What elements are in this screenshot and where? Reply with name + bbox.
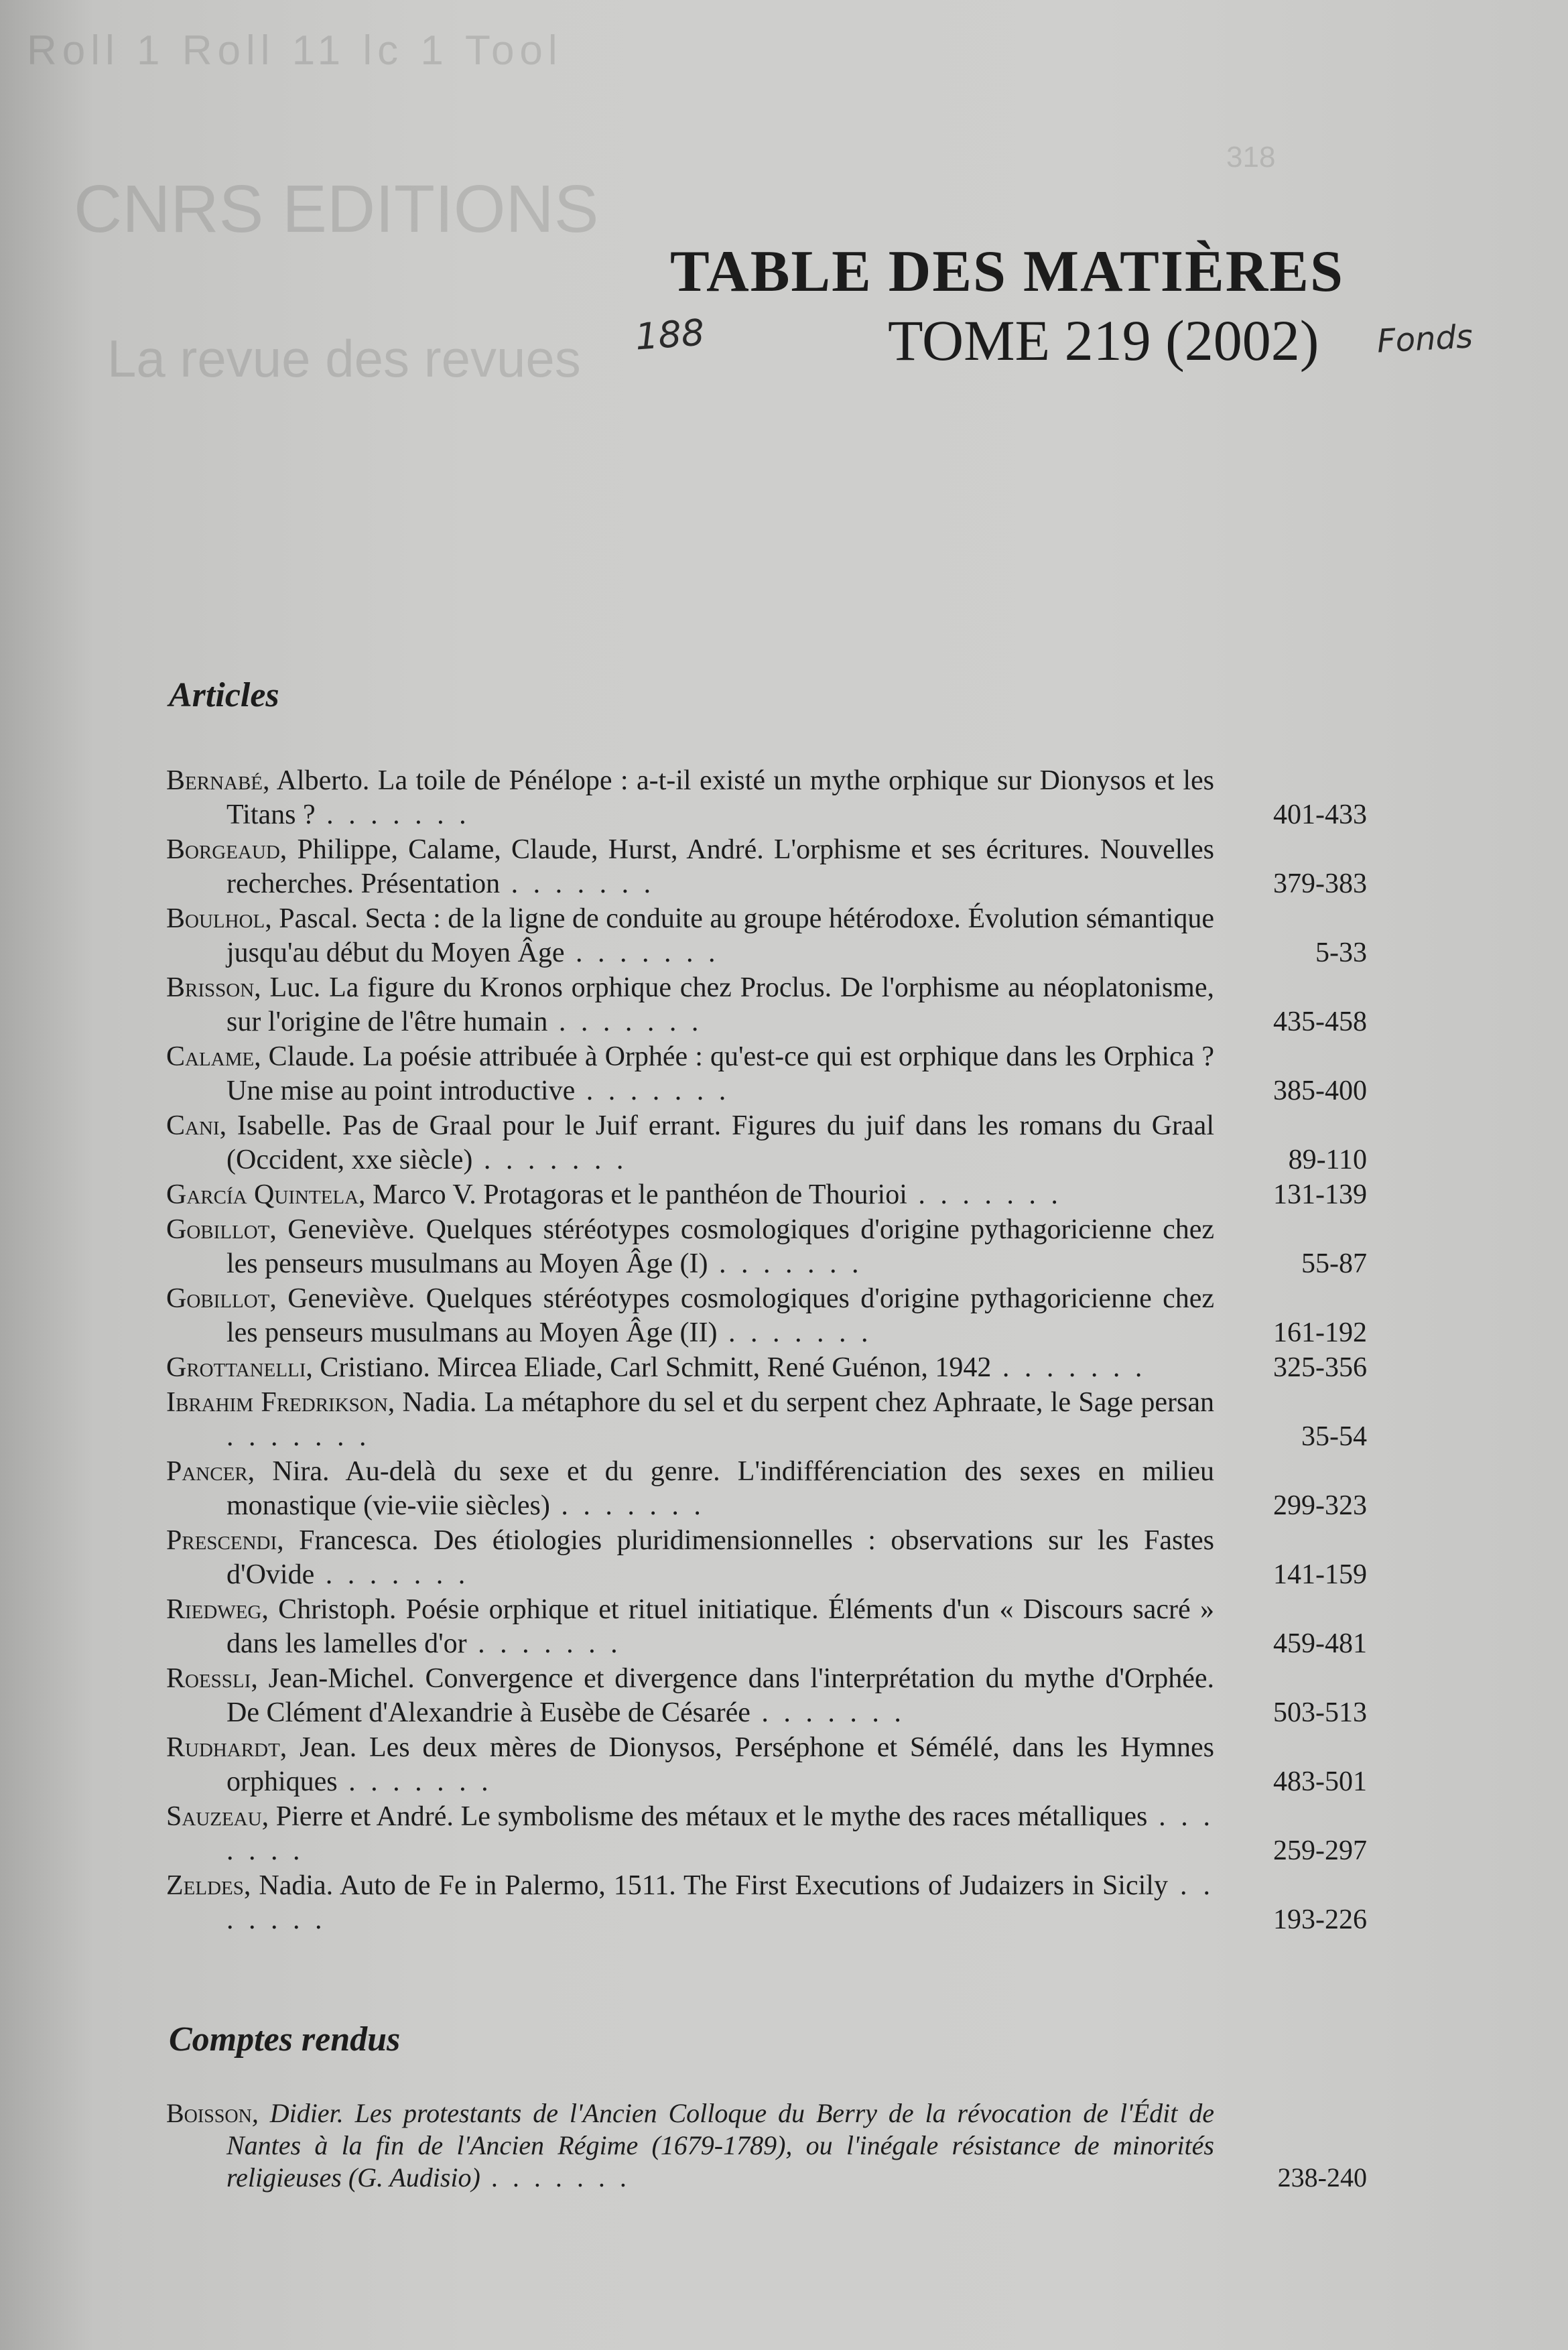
- bleed-through-page-number: 318: [1226, 141, 1276, 174]
- toc-entry: [166, 1869, 1367, 1937]
- toc-entry: [166, 1662, 1367, 1730]
- toc-entry-title: , Isabelle. Pas de Graal pour le Juif errant. Figures du juif dans les romans du Graal (Occident, xxe siècle): [219, 1110, 1214, 1175]
- toc-entry-text: [166, 833, 1214, 901]
- toc-entry-title: , Geneviève. Quelques stéréotypes cosmologiques d'origine pythagoricienne chez les penseurs musulmans au Moyen Âge (I): [226, 1214, 1214, 1279]
- toc-entry-pages: 325-356: [1273, 1352, 1367, 1383]
- toc-entry-title: , Didier. Les protestants de l'Ancien Colloque du Berry de la révocation de l'Édit de Nantes à la fin de l'Ancien Régime (1679-1789), ou l'inégale résistance de minorités religieuses (G. Audisio): [226, 2098, 1214, 2193]
- toc-entry: [166, 1455, 1367, 1523]
- dot-leader: . . . . . . .: [472, 1145, 628, 1175]
- toc-entry-text: [166, 1731, 1214, 1799]
- toc-entry: [166, 764, 1367, 832]
- toc-entry-text: [166, 2097, 1214, 2194]
- toc-entry-pages: 141-159: [1273, 1559, 1367, 1590]
- toc-entry-text: [166, 1524, 1214, 1592]
- toc-entry: [166, 1178, 1367, 1212]
- toc-entry-pages: 5-33: [1315, 937, 1367, 968]
- toc-entry-author: Grottanelli: [166, 1352, 306, 1383]
- toc-entry-author: Borgeaud: [166, 834, 280, 865]
- toc-entry-text: [166, 1282, 1214, 1350]
- toc-entry-title: , Luc. La figure du Kronos orphique chez Proclus. De l'orphisme au néoplatonisme, sur l'origine de l'être humain: [226, 972, 1214, 1037]
- toc-entry-title: , Geneviève. Quelques stéréotypes cosmologiques d'origine pythagoricienne chez les penseurs musulmans au Moyen Âge (II): [226, 1283, 1214, 1348]
- articles-heading: Articles: [169, 676, 279, 714]
- toc-entry: [166, 1731, 1367, 1799]
- toc-entry: [166, 1593, 1367, 1661]
- toc-entry-title: , Jean. Les deux mères de Dionysos, Perséphone et Sémélé, dans les Hymnes orphiques: [226, 1732, 1214, 1797]
- dot-leader: . . . . . . .: [564, 937, 720, 968]
- toc-entry: [166, 1386, 1367, 1454]
- toc-entry-title: , Jean-Michel. Convergence et divergence dans l'interprétation du mythe d'Orphée. De Clément d'Alexandrie à Eusèbe de Césarée: [226, 1663, 1214, 1728]
- handwritten-note-right: Fonds: [1376, 318, 1474, 361]
- toc-entry-pages: 35-54: [1301, 1421, 1367, 1452]
- dot-leader: . . . . . . .: [991, 1352, 1147, 1383]
- toc-entry-text: [166, 971, 1214, 1039]
- bleed-through-line: La revue des revues: [107, 329, 581, 388]
- toc-entry-pages: 379-383: [1273, 868, 1367, 899]
- toc-entry-pages: 483-501: [1273, 1766, 1367, 1797]
- toc-entry-title: , Cristiano. Mircea Eliade, Carl Schmitt, René Guénon, 1942: [306, 1352, 992, 1383]
- toc-entry-author: Gobillot: [166, 1283, 270, 1314]
- toc-entry: [166, 1282, 1367, 1350]
- toc-entry-title: , Christoph. Poésie orphique et rituel initiatique. Éléments d'un « Discours sacré » dans les lamelles d'or: [226, 1594, 1214, 1659]
- toc-entry: [166, 1351, 1367, 1385]
- toc-entry-pages: 131-139: [1273, 1179, 1367, 1210]
- toc-entry-title: , Philippe, Calame, Claude, Hurst, André. L'orphisme et ses écritures. Nouvelles recherches. Présentation: [226, 834, 1214, 899]
- toc-entry-author: Ibrahim Fredrikson: [166, 1387, 388, 1418]
- toc-entry-title: , Claude. La poésie attribuée à Orphée : qu'est-ce qui est orphique dans les Orphica ? Une mise au point introductive: [226, 1041, 1214, 1106]
- toc-entry-text: [166, 1386, 1214, 1454]
- toc-entry-pages: 259-297: [1273, 1835, 1367, 1866]
- comptes-rendus-heading: Comptes rendus: [169, 2020, 401, 2059]
- dot-leader: . . . . . . .: [907, 1179, 1062, 1210]
- toc-entry-author: Zeldes: [166, 1870, 244, 1901]
- toc-entry-text: [166, 1109, 1214, 1177]
- toc-entry-pages: 238-240: [1277, 2162, 1367, 2193]
- bleed-through-cnrs: CNRS EDITIONS: [74, 172, 599, 247]
- toc-entry-author: Riedweg: [166, 1594, 262, 1625]
- toc-entry-author: Pancer: [166, 1456, 248, 1487]
- toc-entry-title: , Pascal. Secta : de la ligne de conduite au groupe hétérodoxe. Évolution sémantique jusqu'au début du Moyen Âge: [226, 903, 1214, 968]
- dot-leader: . . . . . . .: [480, 2162, 631, 2193]
- dot-leader: . . . . . . .: [337, 1766, 493, 1797]
- dot-leader: . . . . . . .: [226, 1870, 1214, 1935]
- toc-entry-author: Gobillot: [166, 1214, 270, 1245]
- toc-entry-text: [166, 1040, 1214, 1108]
- toc-entry-author: Roessli: [166, 1663, 251, 1694]
- toc-entry-text: [166, 902, 1214, 970]
- comptes-rendus-list: [166, 2097, 1367, 2195]
- toc-entry: [166, 1109, 1367, 1177]
- toc-entry-author: Prescendi: [166, 1525, 277, 1556]
- toc-entry-text: [166, 1351, 1214, 1385]
- toc-entry-author: Sauzeau: [166, 1801, 262, 1832]
- toc-entry: [166, 902, 1367, 970]
- toc-entry: [166, 971, 1367, 1039]
- toc-entry-title: , Nadia. La métaphore du sel et du serpent chez Aphraate, le Sage persan: [387, 1387, 1214, 1418]
- toc-entry-text: [166, 1455, 1214, 1523]
- volume-subtitle: TOME 219 (2002): [888, 308, 1319, 373]
- toc-entry-text: [166, 1593, 1214, 1661]
- toc-entry-pages: 385-400: [1273, 1075, 1367, 1106]
- toc-entry-pages: 401-433: [1273, 799, 1367, 830]
- dot-leader: . . . . . . .: [750, 1697, 905, 1728]
- dot-leader: . . . . . . .: [708, 1248, 863, 1279]
- toc-entry-title: , Alberto. La toile de Pénélope : a-t-il existé un mythe orphique sur Dionysos et les Titans ?: [226, 765, 1214, 830]
- toc-entry-pages: 89-110: [1288, 1145, 1367, 1175]
- dot-leader: . . . . . . .: [547, 1006, 703, 1037]
- toc-entry-author: Calame: [166, 1041, 255, 1072]
- dot-leader: . . . . . . .: [717, 1317, 872, 1348]
- handwritten-note-left: 188: [633, 311, 706, 358]
- toc-entry-author: García Quintela: [166, 1179, 359, 1210]
- page-title: TABLE DES MATIÈRES: [670, 239, 1344, 304]
- toc-entry-author: Bernabé: [166, 765, 263, 796]
- toc-entry-text: [166, 1178, 1214, 1212]
- toc-entry-title: , Pierre et André. Le symbolisme des métaux et le mythe des races métalliques: [261, 1801, 1148, 1832]
- toc-entry: [166, 833, 1367, 901]
- toc-entry-author: Brisson: [166, 972, 255, 1003]
- dot-leader: . . . . . . .: [500, 868, 655, 899]
- toc-entry-text: [166, 1800, 1214, 1868]
- toc-entry-pages: 299-323: [1273, 1490, 1367, 1521]
- toc-entry: [166, 1524, 1367, 1592]
- toc-entry: [166, 1040, 1367, 1108]
- dot-leader: . . . . . . .: [314, 1559, 470, 1590]
- articles-list: [166, 764, 1367, 1938]
- toc-entry-title: , Marco V. Protagoras et le panthéon de Thourioi: [358, 1179, 907, 1210]
- toc-entry-title: , Nira. Au-delà du sexe et du genre. L'indifférenciation des sexes en milieu monastique (vie-viie siècles): [226, 1456, 1214, 1521]
- dot-leader: . . . . . . .: [315, 799, 470, 830]
- dot-leader: . . . . . . .: [549, 1490, 705, 1521]
- toc-entry-text: [166, 1662, 1214, 1730]
- toc-entry: [166, 1800, 1367, 1868]
- toc-entry-text: [166, 764, 1214, 832]
- toc-entry-title: , Nadia. Auto de Fe in Palermo, 1511. The First Executions of Judaizers in Sicily: [243, 1870, 1168, 1901]
- toc-entry: [166, 1213, 1367, 1281]
- toc-entry-pages: 55-87: [1301, 1248, 1367, 1279]
- toc-entry-pages: 161-192: [1273, 1317, 1367, 1348]
- toc-entry-text: [166, 1869, 1214, 1937]
- toc-entry-author: Boulhol: [166, 903, 265, 934]
- toc-entry-author: Rudhardt: [166, 1732, 280, 1763]
- toc-entry-pages: 503-513: [1273, 1697, 1367, 1728]
- dot-leader: . . . . . . .: [226, 1421, 371, 1452]
- dot-leader: . . . . . . .: [226, 1801, 1214, 1866]
- toc-entry-pages: 459-481: [1273, 1628, 1367, 1659]
- toc-entry-author: Boisson: [166, 2098, 252, 2128]
- dot-leader: . . . . . . .: [575, 1075, 730, 1106]
- dot-leader: . . . . . . .: [466, 1628, 622, 1659]
- toc-entry-text: [166, 1213, 1214, 1281]
- toc-entry-pages: 435-458: [1273, 1006, 1367, 1037]
- toc-entry-author: Cani: [166, 1110, 220, 1141]
- toc-entry: [166, 2097, 1367, 2194]
- toc-entry-pages: 193-226: [1273, 1904, 1367, 1935]
- bleed-through-header: Roll 1 Roll 11 lc 1 Tool: [27, 27, 563, 74]
- toc-entry-title: , Francesca. Des étiologies pluridimensionnelles : observations sur les Fastes d'Ovide: [226, 1525, 1214, 1590]
